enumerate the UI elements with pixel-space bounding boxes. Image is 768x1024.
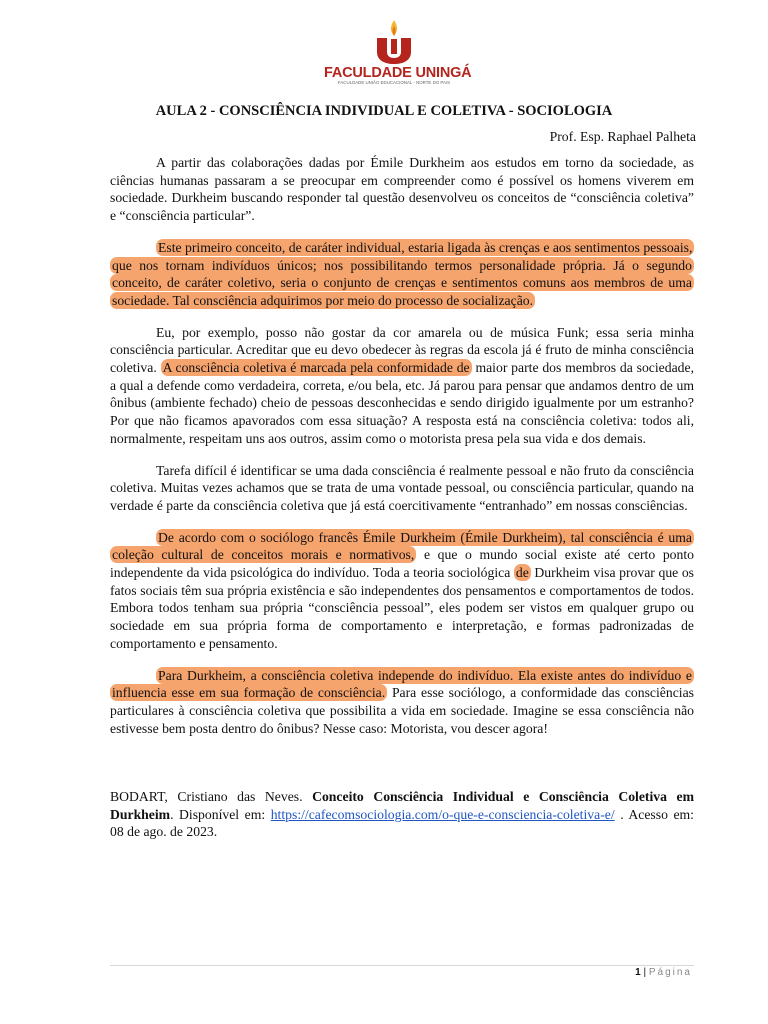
institution-subtitle: FACULDADE UNIÃO EDUCACIONAL - NORTE DO PAIS <box>337 80 451 85</box>
highlighted-text: Para Durkheim, a consciência coletiva independe do indivíduo. Ela existe antes do indivíduo e influencia esse em sua formação de consciência. <box>112 667 692 701</box>
institution-logo <box>324 18 472 98</box>
paragraph-4 <box>110 462 694 515</box>
document-body <box>110 154 694 751</box>
paragraph-1 <box>110 154 694 225</box>
author-line: Prof. Esp. Raphael Palheta <box>549 129 696 144</box>
paragraph-text: e que o mundo social existe até certo ponto independente da vida psicológica do indivíduo. Toda a teoria sociológica <box>110 547 694 581</box>
highlighted-text: De acordo com o sociólogo francês Émile Durkheim (Émile Durkheim), tal consciência é uma coleção cultural de conceitos morais e normativos, <box>112 529 692 563</box>
paragraph-2 <box>110 239 694 310</box>
page-number: 1 <box>635 967 641 978</box>
reference-author: BODART, Cristiano das Neves. <box>110 789 313 804</box>
document-title: AULA 2 - CONSCIÊNCIA INDIVIDUAL E COLETIVA - SOCIOLOGIA <box>155 103 613 119</box>
reference-title: Conceito Consciência Individual e Consciência Coletiva em Durkheim <box>110 789 694 822</box>
highlighted-text: Este primeiro conceito, de caráter individual, estaria ligada às crenças e aos sentimentos pessoais, que nos tornam indivíduos únicos; nos possibilitando termos personalidade própria. Já o segundo conceito, de caráter coletivo, seria o conjunto de crenças e sentimentos comuns aos membros de uma sociedade. Tal consciência adquirimos por meio do processo de socialização. <box>112 239 693 308</box>
footer-divider <box>110 965 694 966</box>
uninga-emblem-icon <box>364 18 424 64</box>
paragraph-text: Eu, por exemplo, posso não gostar da cor amarela ou de música Funk; essa seria minha consciência particular. Acreditar que eu devo obedecer às regras da escola já é fruto de minha consciência coletiva. <box>110 324 694 376</box>
highlighted-text: de <box>515 565 529 581</box>
paragraph-text: Tarefa difícil é identificar se uma dada consciência é realmente pessoal e não fruto da consciência coletiva. Muitas vezes achamos que se trata de uma vontade pessoal, ou consciência particular, quando na verdade é parte da consciência coletiva que já está coercitivamente “entranhado” em nossas consciências. <box>110 462 694 513</box>
page-footer <box>635 967 692 978</box>
paragraph-3 <box>110 324 694 448</box>
institution-name: FACULDADE UNINGÁ <box>324 65 472 81</box>
paragraph-text: maior parte dos membros da sociedade, a qual a defende como verdadeira, correta, e/ou bela, etc. Já parou para pensar que andamos dentro de um ônibus (ambiente fechado) cheio de pessoas desconhecidas e sendo dirigido igualmente por um estranho? Por que não ficamos apavorados com essa situação? A resposta está na consciência coletiva: todos ali, normalmente, respeitam uns aos outros, assim como o motorista presa pela sua vida e dos demais. <box>110 360 695 446</box>
paragraph-5 <box>110 529 694 653</box>
paragraph-text: Para esse sociólogo, a conformidade das consciências particulares à consciência coletiva que possibilita a vida em sociedade. Imagine se essa consciência não estivesse bem posta dentro do ônibus? Nesse caso: Motorista, vou descer agora! <box>110 685 694 736</box>
paragraph-text: A partir das colaborações dadas por Émile Durkheim aos estudos em torno da sociedade, as ciências humanas passaram a se preocupar em compreender como é possível os homens viverem em sociedade. Durkheim buscando responder tal questão desenvolveu os conceitos de “consciência coletiva” e “consciência particular”. <box>110 155 694 224</box>
reference-available: . Disponível em: <box>170 806 271 822</box>
paragraph-text: Durkheim visa provar que os fatos sociais têm sua própria existência e são independentes dos pensamentos e comportamentos de todos. Embora todos tenham sua própria “consciência pessoal”, eles podem ser vistos em qualquer grupo ou sociedade em sua própria forma de comportamento e interpretação, e formas padronizadas de comportamento e pensamento. <box>110 565 695 651</box>
bibliographic-reference <box>110 788 694 841</box>
highlighted-text: A consciência coletiva é marcada pela conformidade de <box>162 360 470 376</box>
footer-separator: | <box>640 967 649 978</box>
page-label: Página <box>648 967 692 978</box>
reference-link[interactable]: https://cafecomsociologia.com/o-que-e-consciencia-coletiva-e/ <box>270 806 615 822</box>
reference-access: . Acesso em: 08 de ago. de 2023. <box>110 806 694 840</box>
paragraph-6 <box>110 667 694 738</box>
